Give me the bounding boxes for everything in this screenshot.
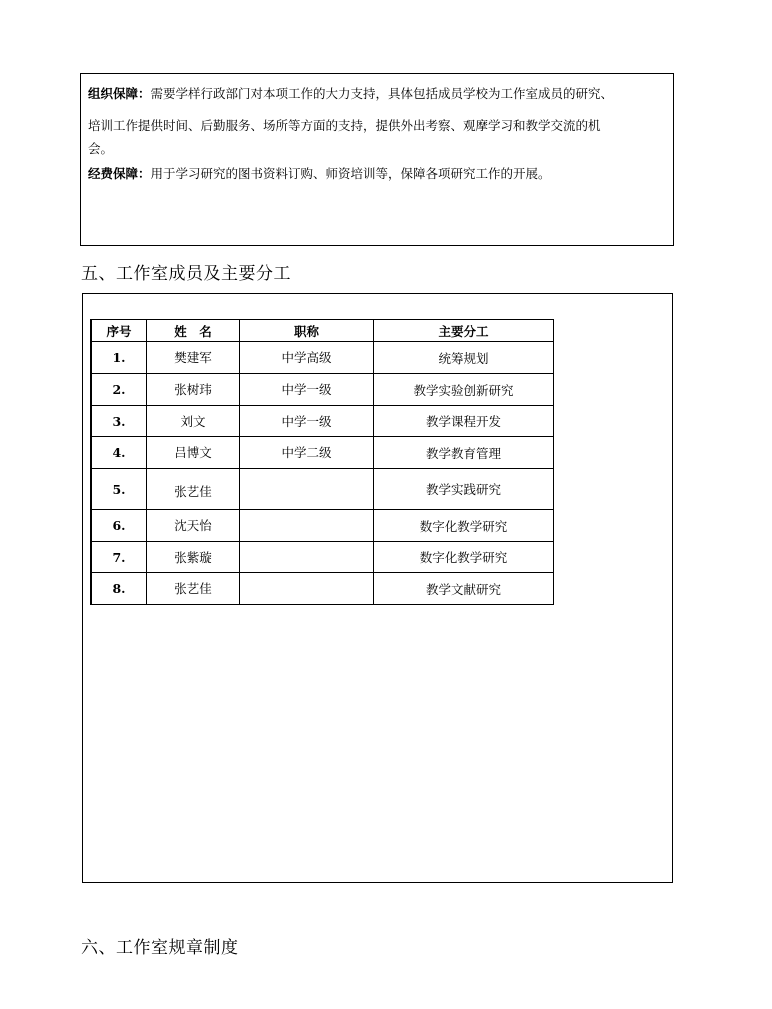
row-duty: 教学实践研究	[374, 469, 554, 510]
row-name: 刘文	[147, 406, 240, 437]
row-no: 6.	[91, 510, 147, 542]
header-no: 序号	[91, 320, 147, 342]
row-duty: 教学实验创新研究	[374, 374, 554, 406]
row-duty: 教学课程开发	[374, 406, 554, 437]
row-title	[240, 510, 374, 542]
row-name: 张艺佳	[147, 573, 240, 605]
members-box	[82, 293, 673, 883]
table-row	[91, 469, 554, 510]
org-support-line2: 培训工作提供时间、后勤服务、场所等方面的支持，提供外出考察、观摩学习和教学交流的机	[88, 118, 601, 133]
table-row	[91, 510, 554, 542]
table-header-row	[91, 320, 554, 342]
table-row	[91, 342, 554, 374]
row-name: 张树玮	[147, 374, 240, 406]
table-row	[91, 406, 554, 437]
table-row	[91, 542, 554, 573]
table-row	[91, 437, 554, 469]
section-5-title: 五、工作室成员及主要分工	[81, 264, 291, 284]
header-title: 职称	[240, 320, 374, 342]
row-duty: 数字化教学研究	[374, 510, 554, 542]
header-duty: 主要分工	[374, 320, 554, 342]
row-title: 中学高级	[240, 342, 374, 374]
fund-support-label: 经费保障：	[88, 166, 151, 181]
row-no: 7.	[91, 542, 147, 573]
section-6-title: 六、工作室规章制度	[81, 938, 239, 958]
row-no: 8.	[91, 573, 147, 605]
row-title: 中学一级	[240, 406, 374, 437]
org-support-label: 组织保障：	[88, 86, 151, 101]
fund-support-text: 用于学习研究的图书资料订购、师资培训等，保障各项研究工作的开展。	[150, 166, 551, 181]
row-no: 2.	[91, 374, 147, 406]
org-support-paragraph	[88, 78, 667, 160]
row-name: 樊建军	[147, 342, 240, 374]
row-no: 4.	[91, 437, 147, 469]
support-box	[80, 73, 674, 246]
header-name: 姓 名	[147, 320, 240, 342]
row-no: 5.	[91, 469, 147, 510]
row-name: 沈天怡	[147, 510, 240, 542]
row-title	[240, 573, 374, 605]
row-duty: 教学教育管理	[374, 437, 554, 469]
row-no: 1.	[91, 342, 147, 374]
org-support-line3: 会。	[88, 141, 114, 156]
row-title: 中学一级	[240, 374, 374, 406]
fund-support-paragraph	[88, 160, 667, 188]
row-name: 张紫璇	[147, 542, 240, 573]
row-title: 中学二级	[240, 437, 374, 469]
members-table	[90, 319, 554, 605]
row-duty: 统筹规划	[374, 342, 554, 374]
row-title	[240, 469, 374, 510]
table-row	[91, 573, 554, 605]
row-name: 吕博文	[147, 437, 240, 469]
row-duty: 数字化教学研究	[374, 542, 554, 573]
row-name: 张艺佳	[147, 469, 240, 510]
row-no: 3.	[91, 406, 147, 437]
org-support-line1: 需要学样行政部门对本项工作的大力支持，具体包括成员学校为工作室成员的研究、	[150, 86, 614, 101]
row-duty: 教学文献研究	[374, 573, 554, 605]
table-row	[91, 374, 554, 406]
row-title	[240, 542, 374, 573]
